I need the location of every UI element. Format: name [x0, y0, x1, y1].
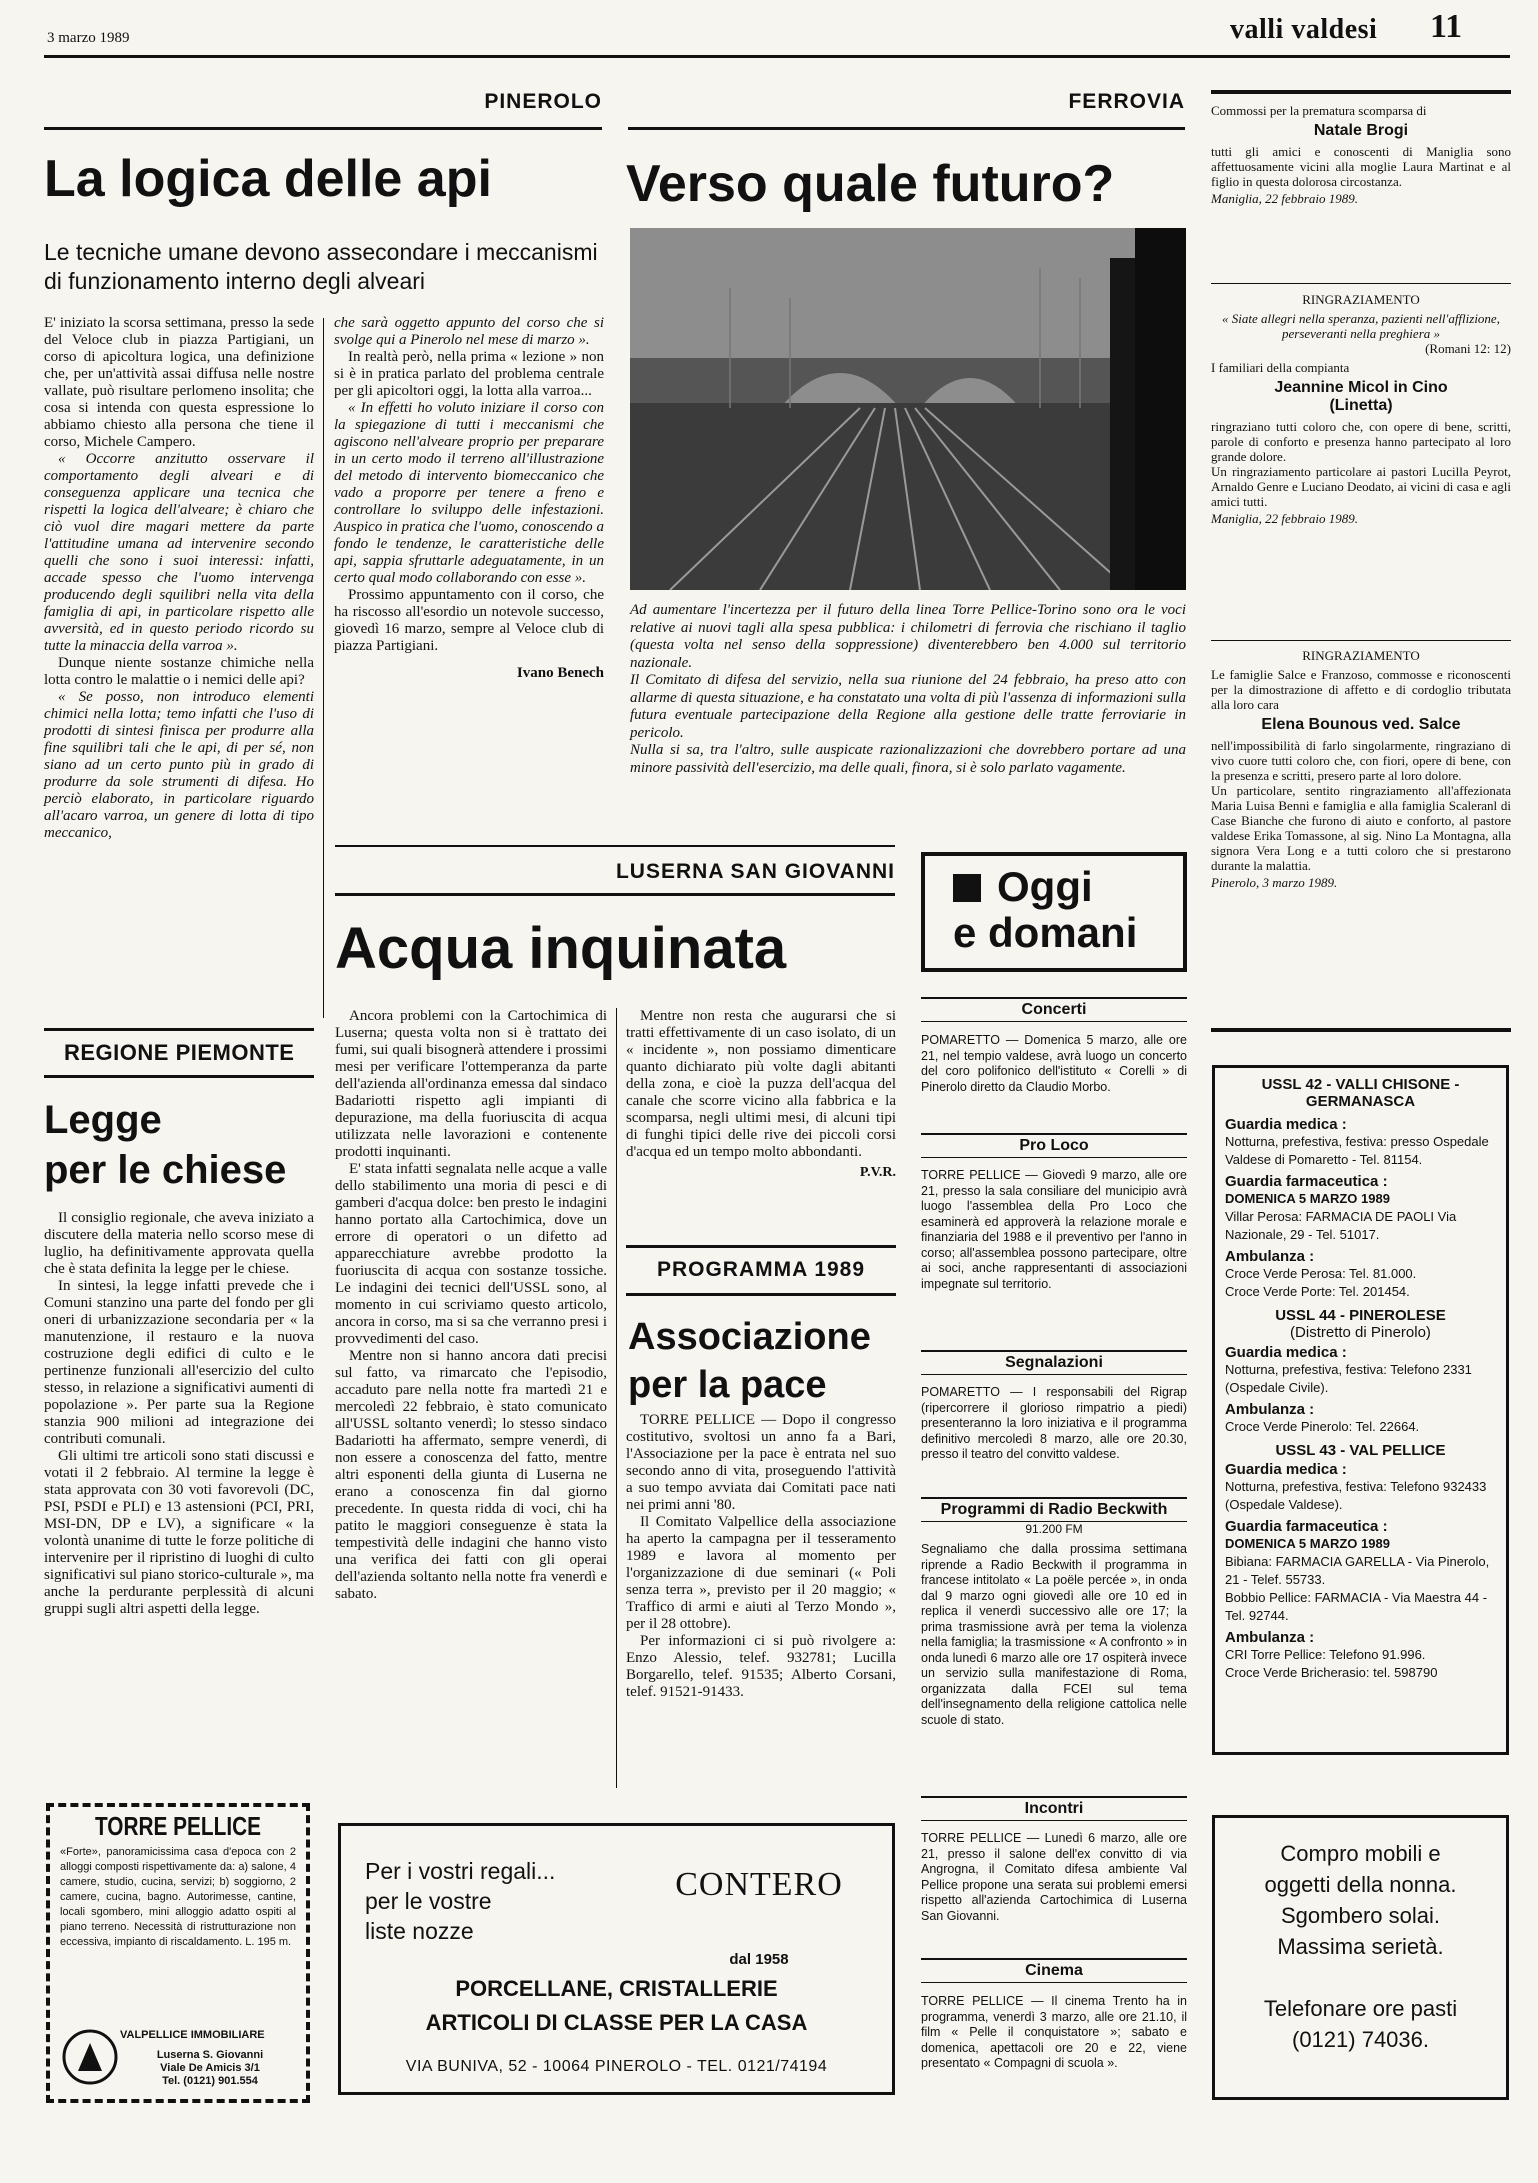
rule	[335, 893, 895, 896]
headline-logica-api: La logica delle api	[44, 150, 492, 208]
event-section-title: Incontri	[921, 1796, 1187, 1821]
necro-text: ringraziano tutti coloro che, con opere di bene, scritti, parole di conforto e presenza hanno partecipato al loro grande dolore. Un ringraziamento particolare ai pastori Lucilla Peyrot, Arnaldo Genre e Luciano Deodato, ai vicini di casa e agli amici tutti.	[1211, 419, 1511, 509]
ussl-43-heading: USSL 43 - VAL PELLICE	[1275, 1442, 1446, 1459]
paragraph: E' stata infatti segnalata nelle acque a valle dello stabilimento una moria di pesci e di gamberi d'acqua dolce: ben presto le indagini hanno portato alla Cartochimica, dove un errore di operatori o un difetto ad apparecchiature avrebbe prodotto la fuoriuscita di acqua con sostanze tossiche. Le indagini dei tecnici dell'USSL sono, al momento in cui scriviamo questo articolo, ancora in corso, ma si sa che verranno presi i provvedimenti del caso.	[335, 1161, 607, 1347]
guardia-farmaceutica-label: Guardia farmaceutica :	[1225, 1173, 1388, 1190]
event-text: TORRE PELLICE — Il cinema Trento ha in programma, venerdì 3 marzo, alle ore 21.10, il film « Pelle il conquistatore »; sabato e domenica, apettacoli ore 20 e 22, viene presentato « Compagni di scuola ».	[921, 1994, 1187, 2070]
event-text: POMARETTO — I responsabili del Rigrap (ripercorrere il glorioso rimpatrio a piedi) presenteranno la loro iniziativa e il programma definitivo mercoledì 8 marzo, alle ore 20.30, presso il teatro del convitto valdese.	[921, 1385, 1187, 1461]
article-regione	[44, 1210, 314, 1618]
event-section-title: Cinema	[921, 1958, 1187, 1983]
rule	[1211, 1028, 1511, 1032]
ambulanza-text: Croce Verde Perosa: Tel. 81.000. Croce Verde Porte: Tel. 201454.	[1225, 1266, 1417, 1299]
necro-name: (Linetta)	[1329, 397, 1393, 414]
article-col-1b	[334, 315, 604, 682]
farmacia-text: Villar Perosa: FARMACIA DE PAOLI Via Nazionale, 29 - Tel. 51017.	[1225, 1209, 1457, 1242]
article-luserna-a	[335, 1008, 607, 1603]
ambulanza-text: Croce Verde Pinerolo: Tel. 22664.	[1225, 1419, 1420, 1434]
event-section-title: Programmi di Radio Beckwith	[921, 1497, 1187, 1522]
article-programma	[626, 1412, 896, 1701]
event-section-title: Concerti	[921, 997, 1187, 1022]
article-col-1a	[44, 315, 314, 842]
paragraph: Per informazioni ci si può rivolgere a: Enzo Alessio, telef. 932781; Lucilla Borgarello, telef. 91535; Alberto Corsani, telef. 91521-91433.	[626, 1633, 896, 1700]
guardia-medica-label: Guardia medica :	[1225, 1461, 1347, 1478]
rule	[1211, 283, 1511, 284]
contero-logo	[659, 1866, 859, 1904]
contero-left-text: Per i vostri regali... per le vostre liste nozze	[365, 1858, 556, 1944]
guardia-medica-text: Notturna, prefestiva, festiva: presso Ospedale Valdese di Pomaretto - Tel. 81154.	[1225, 1134, 1489, 1167]
guardia-medica-label: Guardia medica :	[1225, 1116, 1347, 1133]
necro-name: Jeannine Micol in Cino	[1274, 379, 1448, 396]
event-text: TORRE PELLICE — Giovedì 9 marzo, alle ore 21, presso la sala consiliare del municipio avrà luogo l'assemblea della Pro Loco che esaminerà ed approverà la relazione morale e finanziaria del 1988 e il preventivo per l'anno in corso; all'assemblea possono partecipare, oltre ai soci, anche rappresentanti di associazioni impegnate sul territorio.	[921, 1168, 1187, 1291]
rule	[335, 845, 895, 847]
ad-text: «Forte», panoramicissima casa d'epoca con 2 alloggi composti rispettivamente da: a) salone, 4 camere, studio, cucina, servizi; b) soggiorno, 2 camere, cucina, bagno. Autorimesse, cantine, locali sgombero, mini alloggio adatto ospiti al piano terreno. Necessità di ristrutturazione non eccessiva, impianto di riscaldamento. L. 195 m.	[60, 1846, 296, 1948]
railway-photo-svg	[630, 228, 1186, 590]
domani-title: e domani	[953, 909, 1138, 956]
ad-torre-pellice	[46, 1803, 310, 2103]
necro-intro: I familiari della compianta	[1211, 360, 1350, 375]
paragraph: Mentre non si hanno ancora dati precisi sul fatto, va rimarcato che l'episodio, accaduto pare nella notte fra martedì 21 e mercoledì 22 febbraio, è stato comunicato all'USSL soltanto venerdì; lo stesso sindaco Badariotti ha affermato, sempre venerdì, di non essere a conoscenza del fatto, mentre altri esponenti della giunta di Luserna ne erano a conoscenza fin dal giorno precedente. In questa ridda di voci, chi ha patito le maggiori conseguenze è stata la tempestività delle indagini che hanno visto una verifica dei fatti con gli operai dell'azienda soltanto nella notte fra venerdì e sabato.	[335, 1348, 607, 1602]
farmacia-date: DOMENICA 5 MARZO 1989	[1225, 1191, 1390, 1206]
column-divider	[616, 1008, 617, 1788]
ussl-box	[1212, 1065, 1509, 1755]
paragraph: E' iniziato la scorsa settimana, presso la sede del Veloce club in piazza Partigiani, un corso di apicoltura logica, una definizione che, per un'attività assai diffusa nelle nostre vallate, può risultare perlomeno insolita; che cosa si intenda con questa espressione lo abbiamo chiesto alla persona che tiene il corso, Michele Campero.	[44, 315, 314, 450]
event-text: POMARETTO — Domenica 5 marzo, alle ore 21, nel tempio valdese, avrà luogo un concerto del coro polifonico dell'istituto « Corelli » di Pinerolo diretto da Claudio Morbo.	[921, 1033, 1187, 1094]
paragraph: Il Comitato Valpellice della associazione ha aperto la campagna per il tesseramento 1989 e lavora al momento per l'organizzazione di due seminari (« Poli senza terra », previsto per il 20 maggio; « Traffico di armi e aiuti al Terzo Mondo », per il 28 ottobre).	[626, 1514, 896, 1632]
page-date: 3 marzo 1989	[47, 30, 130, 46]
farmacia-date: DOMENICA 5 MARZO 1989	[1225, 1536, 1390, 1551]
section-luserna: LUSERNA SAN GIOVANNI	[615, 860, 895, 883]
ad-address: Luserna S. Giovanni Viale De Amicis 3/1 Tel. (0121) 901.554	[156, 2049, 264, 2087]
oggi-title: Oggi	[997, 863, 1093, 910]
contero-line2: ARTICOLI DI CLASSE PER LA CASA	[425, 2010, 808, 2035]
radio-frequency: 91.200 FM	[1025, 1522, 1083, 1536]
necro-quote: « Siate allegri nella speranza, pazienti nell'afflizione, perseveranti nella preghiera »	[1222, 311, 1500, 341]
paragraph: Ancora problemi con la Cartochimica di Luserna; questa volta non si è trattato dei fumi, sui quali bisognerà attendere i prossimi mesi per verificare l'ottemperanza da parte dell'azienda all'ordinanza emessa dal sindaco Badariotti rispetto agli impianti di depurazione, ma della fuoriuscita di acqua utilizzata nelle lavorazioni e contenente prodotti inquinanti.	[335, 1008, 607, 1160]
necro-date: Pinerolo, 3 marzo 1989.	[1211, 875, 1338, 890]
paragraph: In sintesi, la legge infatti prevede che i Comuni stanzino una parte del fondo per gli oneri di urbanizzazione secondaria per « la manutenzione, il restauro e la nuova costruzione degli edifici di culto e le pertinenze funzionali all'esercizio del culto stesso, in relazione a significativi aumenti di popolazione ». Per parte sua la Regione stanzia 900 milioni ad integrazione dei contributi comunali.	[44, 1278, 314, 1447]
necro-name: Elena Bounous ved. Salce	[1261, 716, 1461, 733]
ambulanza-label: Ambulanza :	[1225, 1629, 1315, 1646]
necrologio-bounous	[1211, 648, 1511, 890]
paragraph: « In effetti ho voluto iniziare il corso con la spiegazione di tutti i meccanismi che agiscono nell'alveare proprio per preparare in un certo modo il terreno all'illustrazione del metodo di intervento biomeccanico che vado a proporre per tenere a freno e controllare lo sviluppo delle infestazioni. Auspico in pratica che l'uomo, conoscendo a fondo le tendenze, le caratteristiche delle api, sappia sfruttarle adeguatamente, in un certo qual modo collaborando con esse ».	[334, 400, 604, 586]
rule	[628, 127, 1185, 130]
ad-contero	[338, 1823, 895, 2095]
paragraph: In realtà però, nella prima « lezione » non si è in pratica parlato del problema centrale per gli apicoltori oggi, la lotta alla varroa...	[334, 349, 604, 399]
guardia-medica-text: Notturna, prefestiva, festiva: Telefono 2331 (Ospedale Civile).	[1225, 1362, 1472, 1395]
subhead-logica-api: Le tecniche umane devono assecondare i meccanismi di funzionamento interno degli alveari	[44, 239, 598, 294]
ambulanza-label: Ambulanza :	[1225, 1401, 1315, 1418]
paragraph: che sarà oggetto appunto del corso che si svolge qui a Pinerolo nel mese di marzo ».	[334, 315, 604, 348]
headline-legge: Legge	[44, 1098, 162, 1142]
paragraph: Gli ultimi tre articoli sono stati discussi e votati il 2 febbraio. Al termine la legge è stata approvata con 30 voti favorevoli (DC, PSI, PSDI e PLI) e 13 astensioni (PCI, PRI, MSI-DN, DP e LV), a significare « la volontà unanime di tutte le forze politiche di intervenire per il ripristino di luoghi di culto significativi sul piano storico-culturale », ma anche la perdurante perplessità di alcuni gruppi sugli altri aspetti della legge.	[44, 1448, 314, 1617]
section-ferrovia: FERROVIA	[1068, 90, 1185, 113]
necro-date: Maniglia, 22 febbraio 1989.	[1211, 191, 1358, 206]
headline-acqua-inquinata: Acqua inquinata	[335, 916, 787, 981]
event-section-title: Segnalazioni	[921, 1350, 1187, 1375]
ad-title: TORRE PELLICE	[94, 1811, 262, 1841]
ad-compro-mobili	[1212, 1815, 1509, 2100]
necro-title: RINGRAZIAMENTO	[1302, 292, 1420, 307]
rule	[626, 1245, 896, 1248]
paragraph: Prossimo appuntamento con il corso, che ha riscosso all'esordio un notevole successo, giovedì 16 marzo, sempre al Veloce club di piazza Partigiani.	[334, 587, 604, 654]
event-section-title: Pro Loco	[921, 1133, 1187, 1158]
rule	[44, 1075, 314, 1078]
contero-since: dal 1958	[729, 1951, 789, 1968]
header-rule	[44, 55, 1510, 58]
necro-name: Natale Brogi	[1313, 122, 1409, 139]
paragraph: « Occorre anzitutto osservare il comportamento degli alveari e di conseguenza applicare una tecnica che rispetti la logica dell'alveare; è chiaro che ciò vuol dire magari mettere da parte l'attitudine umana ad intervenire secondo quelli che sono i suoi interessi: infatti, accade spesso che l'uomo intervenga producendo degli squilibri nella vita della famiglia di api, in particolare rispetto alle avversità, ed in questo periodo ricordo su tutte la minaccia della varroa ».	[44, 451, 314, 654]
signature: P.V.R.	[859, 1165, 896, 1180]
section-programma: PROGRAMMA 1989	[656, 1258, 866, 1281]
guardia-medica-text: Notturna, prefestiva, festiva: Telefono 932433 (Ospedale Valdese).	[1225, 1479, 1487, 1512]
ad-agency: VALPELLICE IMMOBILIARE	[120, 2029, 265, 2041]
contero-logo-text: CONTERO	[675, 1866, 843, 1903]
necro-date: Maniglia, 22 febbraio 1989.	[1211, 511, 1358, 526]
ambulanza-label: Ambulanza :	[1225, 1248, 1315, 1265]
paragraph: TORRE PELLICE — Dopo il congresso costitutivo, svoltosi un anno fa a Bari, l'Associazione per la pace è entrata nel suo secondo anno di vita, proseguendo l'attività a suo tempo avviata dai Comitati pace nati nei primi anni '80.	[626, 1412, 896, 1513]
rule	[44, 1028, 314, 1031]
necro-intro: Commossi per la prematura scomparsa di	[1211, 103, 1427, 118]
headline-per-le-chiese: per le chiese	[44, 1148, 287, 1192]
contero-address: VIA BUNIVA, 52 - 10064 PINEROLO - TEL. 0121/74194	[405, 2058, 828, 2075]
article-luserna-b	[626, 1008, 896, 1181]
ussl-44-heading: USSL 44 - PINEROLESE	[1275, 1307, 1446, 1324]
farmacia-text: Bibiana: FARMACIA GARELLA - Via Pinerolo, 21 - Telef. 55733. Bobbio Pellice: FARMACIA - Via Maestra 44 - Tel. 92744.	[1225, 1554, 1490, 1623]
ambulanza-text: CRI Torre Pellice: Telefono 91.996. Croce Verde Bricherasio: tel. 598790	[1225, 1647, 1438, 1680]
paragraph: Dunque niente sostanze chimiche nella lotta contro le malattie o i nemici delle api?	[44, 655, 314, 688]
necro-ref: (Romani 12: 12)	[1425, 341, 1511, 356]
agency-logo-icon	[60, 2027, 120, 2087]
necro-text: tutti gli amici e conoscenti di Maniglia sono affettuosamente vicini alla moglie Laura Martinat e al figlio in questa dolorosa circostanza.	[1211, 144, 1511, 189]
railway-photo	[630, 228, 1186, 590]
rule	[1211, 90, 1511, 94]
paragraph: « Se posso, non introduco elementi chimici nella lotta; temo infatti che l'uso di prodotti di sintesi finisca per produrre alla fine squilibri tali che le api, di per sé, non siano ad un certo punto più in grado di produrre da sole strumenti di difesa. Ho perciò elaborato, in particolare riguardo all'acaro varroa, un genere di lotta di tipo meccanico,	[44, 689, 314, 841]
paragraph: Il consiglio regionale, che aveva iniziato a discutere della materia nello scorso mese di luglio, ha definitivamente approvata quella che è stata definita la legge per le chiese.	[44, 1210, 314, 1277]
ussl-42-heading: USSL 42 - VALLI CHISONE - GERMANASCA	[1261, 1076, 1460, 1110]
oggi-domani-box	[921, 852, 1187, 972]
compro-text: Compro mobili e oggetti della nonna. Sgombero solai. Massima serietà. Telefonare ore pasti (0121) 74036.	[1263, 1841, 1458, 2052]
necrologio-brogi	[1211, 103, 1511, 206]
page-number: 11	[1430, 8, 1463, 45]
section-regione: REGIONE PIEMONTE	[64, 1040, 295, 1065]
column-divider	[323, 318, 324, 1018]
rule	[626, 1293, 896, 1296]
ussl-44-sub: (Distretto di Pinerolo)	[1290, 1324, 1431, 1341]
rule	[44, 127, 602, 130]
headline-per-la-pace: per la pace	[628, 1364, 827, 1406]
signature: Ivano Benech	[516, 665, 604, 681]
necro-title: RINGRAZIAMENTO	[1302, 648, 1420, 663]
headline-verso-quale-futuro: Verso quale futuro?	[626, 155, 1115, 213]
guardia-farmaceutica-label: Guardia farmaceutica :	[1225, 1518, 1388, 1535]
event-text: Segnaliamo che dalla prossima settimana riprende a Radio Beckwith il programma in francese intitolato « La poële percée », in onda dal 9 marzo ogni giovedì alle ore 10 ed in replica il venerdì successivo alle ore 17; la prima trasmissione avrà per tema la violenza nella famiglia; la trasmissione « A confronto » in onda lunedì 6 marzo alle ore 17 ospiterà invece un servizio sulla manifestazione di Roma, organizzata dalla FCEI sul tema dell'insegnamento della religione cattolica nelle scuole di stato.	[921, 1542, 1187, 1727]
square-icon	[953, 874, 981, 902]
guardia-medica-label: Guardia medica :	[1225, 1344, 1347, 1361]
event-text: TORRE PELLICE — Lunedì 6 marzo, alle ore 21, presso il salone dell'ex convitto di via Angrogna, il Comitato difesa ambiente Val Pellice propone una serata sui problemi emersi rispetto all'azienda Cartochimica di Luserna San Giovanni.	[921, 1831, 1187, 1923]
headline-associazione: Associazione	[628, 1316, 871, 1358]
necro-intro: Le famiglie Salce e Franzoso, commosse e riconoscenti per la dimostrazione di affetto e di cordoglio tributata alla loro cara	[1211, 667, 1511, 712]
necrologio-micol	[1211, 292, 1511, 526]
section-pinerolo: PINEROLO	[484, 90, 602, 113]
photo-caption: Ad aumentare l'incertezza per il futuro della linea Torre Pellice-Torino sono ora le voci relative ai nuovi tagli alla spesa pubblica: i chilometri di ferrovia che rischiano il taglio (questa volta nel senso della soppressione) diventerebbero ben 4.000 sul territorio nazionale. Il Comitato di difesa del servizio, nella sua riunione del 24 febbraio, ha preso atto con allarme di questa situazione, e ha constatato una volta di più l'assenza di informazioni sulla futura eventuale partecipazione della Regione alla gestione delle tratte ferroviarie in pericolo. Nulla si sa, tra l'altro, sulle auspicate razionalizzazioni che dovrebbero portare ad una minore passività dell'esercizio, ma delle quali, finora, si è solo parlato vagamente.	[630, 602, 1186, 776]
rule	[1211, 640, 1511, 641]
contero-line1: PORCELLANE, CRISTALLERIE	[455, 1976, 778, 2001]
newspaper-title: valli valdesi	[1230, 14, 1378, 45]
paragraph: Mentre non resta che augurarsi che si tratti effettivamente di un caso isolato, di un « incidente », non possiamo dimenticare quanto dichiarato più volte dagli abitanti della zona, e cioè la puzza dell'acqua del canale che scorre vicino alla fabbrica e la scomparsa, negli ultimi mesi, di alcuni tipi di funghi tipici delle rive dei piccoli corsi d'acqua ed un tempo molto abbondanti.	[626, 1008, 896, 1160]
necro-text: nell'impossibilità di farlo singolarmente, ringraziano di vivo cuore tutti coloro che, con fiori, opere di bene, con la presenza e scritti, presero parte al loro dolore. Un particolare, sentito ringraziamento all'affezionata Maria Luisa Benni e famiglia e alla famiglia Scaleranl di Case Bianche che furono di aiuto e conforto, al pastore valdese Erika Tomassone, al sig. Nino La Montagna, alla signora Vera Long e a tutti coloro che si prestarono durante la malattia.	[1211, 738, 1511, 873]
